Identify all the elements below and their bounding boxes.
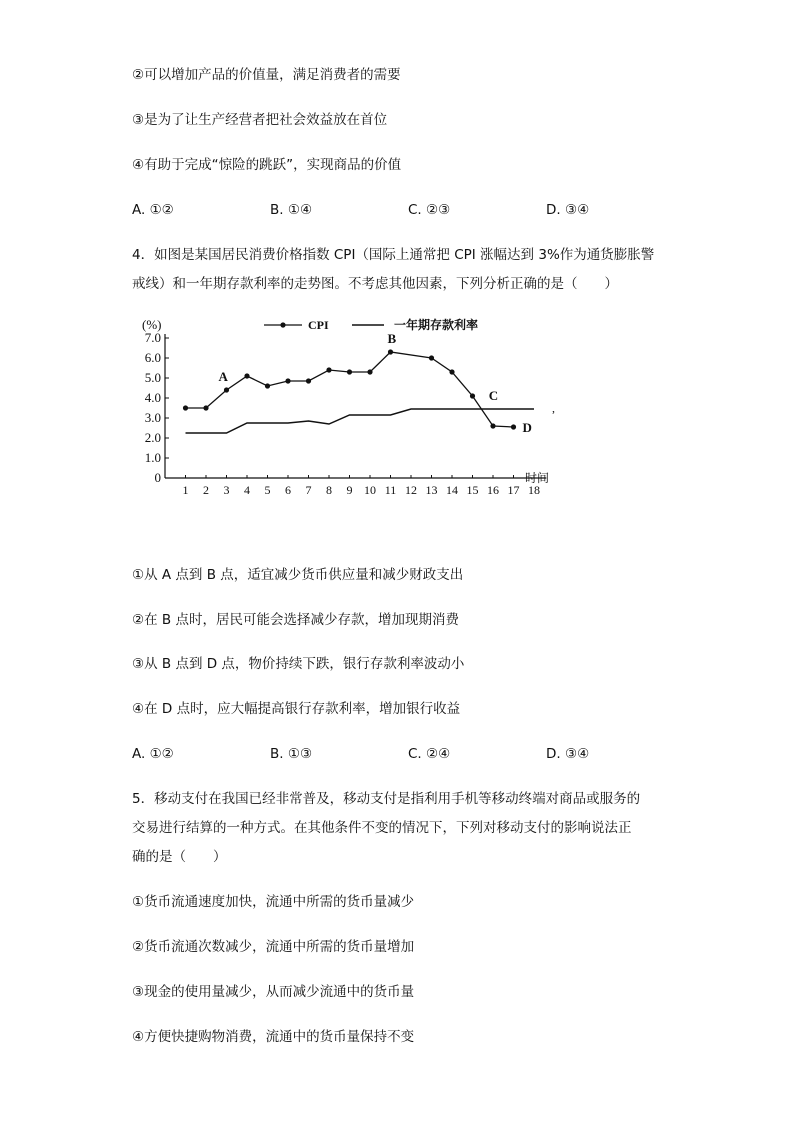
x-tick-label: 13 [425, 483, 438, 497]
q4-stem-line-2: 戒线）和一年期存款利率的走势图。不考虑其他因素，下列分析正确的是（ ） [132, 276, 618, 292]
q4-item-4: ④在 D 点时，应大幅提高银行存款利率，增加银行收益 [132, 701, 461, 717]
chart-annotations [219, 331, 532, 435]
x-tick-label: 6 [285, 483, 291, 497]
cpi-point [388, 349, 393, 354]
x-tick-label: 9 [346, 483, 353, 497]
cpi-interest-chart [132, 312, 562, 502]
cpi-point [285, 378, 290, 383]
x-tick-label: 7 [305, 483, 312, 497]
cpi-point [470, 393, 475, 398]
y-tick-label: 4.0 [144, 390, 161, 405]
legend-rate-label: 一年期存款利率 [394, 318, 479, 332]
chart-xlabel: 时间 [525, 471, 550, 485]
q4-item-3: ③从 B 点到 D 点，物价持续下跌，银行存款利率波动小 [132, 656, 465, 672]
cpi-point [183, 405, 188, 410]
x-tick-label: 14 [446, 483, 458, 497]
y-tick-label: 5.0 [144, 370, 161, 385]
q4-item-2: ②在 B 点时，居民可能会选择减少存款，增加现期消费 [132, 612, 459, 628]
point-label-c: C [488, 388, 499, 403]
q3-item-3: ③是为了让生产经营者把社会效益放在首位 [132, 112, 388, 128]
legend-cpi-label: CPI [308, 318, 329, 332]
cpi-point [367, 369, 372, 374]
q4-option-c: C. ②④ [408, 746, 451, 762]
q4-option-a: A. ①② [132, 746, 174, 762]
cpi-point [244, 373, 249, 378]
point-label-d: D [522, 420, 532, 435]
q5-item-3: ③现金的使用量减少，从而减少流通中的货币量 [132, 984, 415, 1000]
x-tick-label: 10 [364, 483, 376, 497]
x-tick-label: 11 [384, 483, 397, 497]
legend-cpi-marker [280, 322, 285, 327]
chart-series [183, 349, 534, 433]
x-tick-label: 18 [528, 483, 540, 497]
cpi-point [429, 355, 434, 360]
cpi-point [347, 369, 352, 374]
y-tick-label: 2.0 [144, 430, 161, 445]
x-tick-label: 17 [507, 483, 520, 497]
stray-mark: , [552, 401, 555, 415]
q3-option-a: A. ①② [132, 202, 174, 218]
cpi-point [490, 423, 495, 428]
q4-option-d: D. ③④ [546, 746, 590, 762]
x-tick-label: 16 [487, 483, 499, 497]
point-label-a: A [218, 369, 228, 384]
x-tick-label: 12 [405, 483, 417, 497]
cpi-point [265, 383, 270, 388]
cpi-point [511, 424, 516, 429]
point-label-b: B [387, 331, 397, 346]
chart-ticks [145, 330, 540, 497]
q4-option-b: B. ①③ [270, 746, 313, 762]
cpi-point [449, 369, 454, 374]
q3-item-4: ④有助于完成“惊险的跳跃”，实现商品的价值 [132, 157, 402, 173]
q3-option-d: D. ③④ [546, 202, 590, 218]
cpi-point [306, 378, 311, 383]
q3-option-b: B. ①④ [270, 202, 313, 218]
x-tick-label: 2 [203, 483, 209, 497]
x-tick-label: 8 [326, 483, 332, 497]
y-tick-label: 1.0 [144, 450, 161, 465]
chart-axes [165, 334, 546, 478]
chart-ylabel: (%) [142, 317, 162, 332]
x-tick-label: 4 [244, 483, 250, 497]
cpi-point [203, 405, 208, 410]
y-tick-label: 7.0 [144, 330, 161, 345]
cpi-point [224, 387, 229, 392]
x-tick-label: 1 [182, 483, 189, 497]
x-tick-label: 3 [223, 483, 230, 497]
chart-legend [264, 317, 478, 332]
q4-item-1: ①从 A 点到 B 点，适宜减少货币供应量和减少财政支出 [132, 567, 464, 583]
q5-item-1: ①货币流通速度加快，流通中所需的货币量减少 [132, 894, 415, 910]
x-tick-label: 5 [264, 483, 271, 497]
q5-stem-line-1: 5．移动支付在我国已经非常普及，移动支付是指利用手机等移动终端对商品或服务的 [132, 791, 641, 807]
q5-item-2: ②货币流通次数减少，流通中所需的货币量增加 [132, 939, 415, 955]
y-tick-label: 0 [154, 470, 161, 485]
interest-rate-series-line [186, 409, 535, 433]
x-tick-label: 15 [466, 483, 479, 497]
q5-stem-line-3: 确的是（ ） [132, 849, 227, 865]
q3-option-c: C. ②③ [408, 202, 451, 218]
y-tick-label: 6.0 [144, 350, 161, 365]
cpi-point [326, 367, 331, 372]
q4-stem-line-1: 4．如图是某国居民消费价格指数 CPI（国际上通常把 CPI 涨幅达到 3%作为通货膨胀警 [132, 247, 655, 263]
q5-stem-line-2: 交易进行结算的一种方式。在其他条件不变的情况下，下列对移动支付的影响说法正 [132, 820, 632, 836]
q5-item-4: ④方便快捷购物消费，流通中的货币量保持不变 [132, 1029, 415, 1045]
q3-item-2: ②可以增加产品的价值量，满足消费者的需要 [132, 67, 401, 83]
y-tick-label: 3.0 [144, 410, 161, 425]
